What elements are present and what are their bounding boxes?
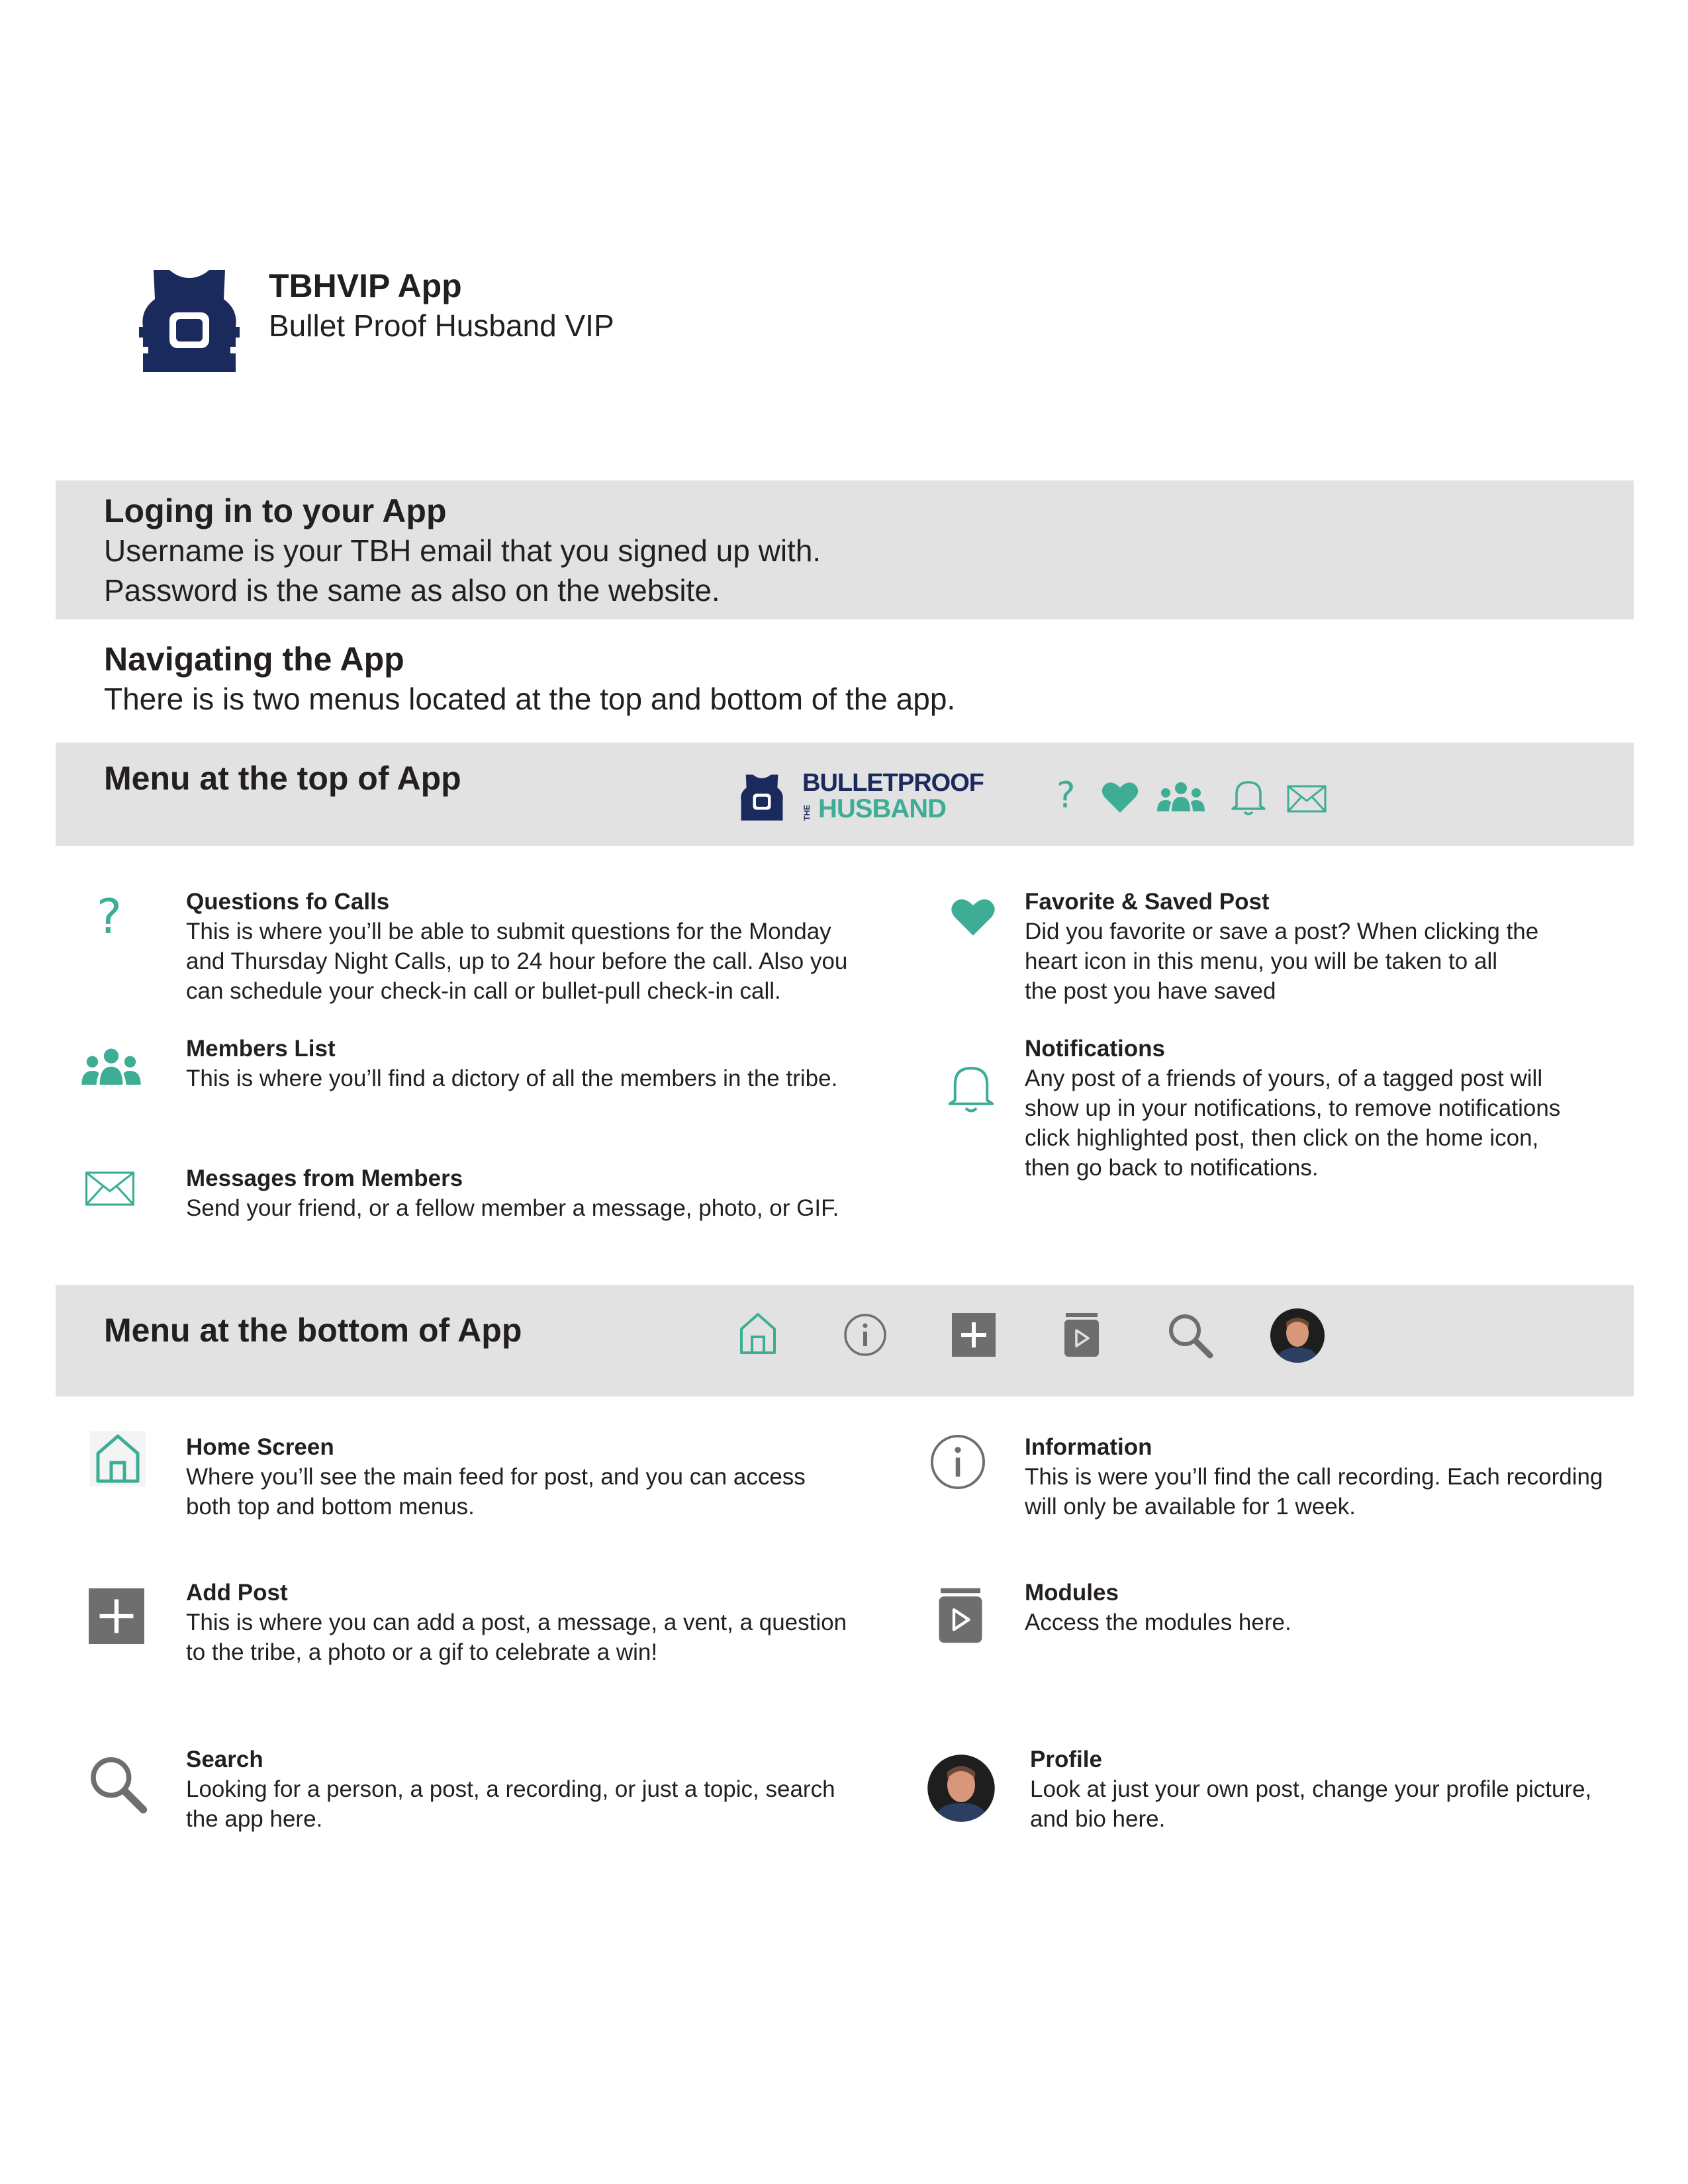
search-text: Looking for a person, a post, a recording, or just a topic, search the app here. xyxy=(186,1776,835,1832)
logo-husband-text: HUSBAND xyxy=(818,794,946,823)
navigating-text: There is is two menus located at the top and bottom of the app. xyxy=(104,682,956,716)
notifications-text: Any post of a friends of yours, of a tagged post will show up in your notifications, to remove notifications click highlighted post, then click on the home icon, then go back to notifications. xyxy=(1025,1066,1561,1181)
profile-text: Look at just your own post, change your profile picture, and bio here. xyxy=(1030,1776,1592,1832)
information-title: Information xyxy=(1025,1434,1152,1460)
home-icon[interactable] xyxy=(737,1312,778,1355)
vest-logo-icon xyxy=(139,263,240,381)
modules-title: Modules xyxy=(1025,1580,1119,1606)
members-icon[interactable] xyxy=(1157,781,1205,814)
notifications-title: Notifications xyxy=(1025,1036,1165,1062)
messages-title: Messages from Members xyxy=(186,1165,463,1191)
svg-text:?: ? xyxy=(97,891,122,940)
members-title: Members List xyxy=(186,1036,336,1062)
app-title: TBHVIP App xyxy=(269,267,462,304)
bell-icon[interactable] xyxy=(1231,778,1266,817)
modules-text: Access the modules here. xyxy=(1025,1610,1291,1635)
login-username-text: Username is your TBH email that you signed up with. xyxy=(104,533,821,568)
favorite-title: Favorite & Saved Post xyxy=(1025,889,1270,915)
question-icon[interactable] xyxy=(1053,776,1083,813)
bulletproof-logo-icon xyxy=(739,772,785,825)
avatar[interactable] xyxy=(1270,1308,1325,1363)
search-icon[interactable] xyxy=(1166,1312,1214,1359)
information-text: This is were you’ll find the call recording. Each recording will only be available for 1 week. xyxy=(1025,1464,1603,1520)
search-title: Search xyxy=(186,1747,263,1772)
logo-bulletproof-text: BULLETPROOF xyxy=(802,769,984,797)
envelope-icon xyxy=(85,1170,135,1207)
svg-text:?: ? xyxy=(1056,776,1076,813)
modules-icon[interactable] xyxy=(1063,1312,1100,1358)
login-title: Loging in to your App xyxy=(104,492,447,529)
home-title: Home Screen xyxy=(186,1434,334,1460)
questions-title: Questions fo Calls xyxy=(186,889,390,915)
messages-text: Send your friend, or a fellow member a message, photo, or GIF. xyxy=(186,1195,839,1221)
heart-icon[interactable] xyxy=(1102,781,1139,814)
add-icon xyxy=(89,1588,144,1644)
top-menu-title: Menu at the top of App xyxy=(104,760,461,797)
members-text: This is where you’ll find a dictory of all the members in the tribe. xyxy=(186,1066,838,1091)
info-icon xyxy=(929,1433,986,1490)
add-post-text: This is where you can add a post, a message, a vent, a question to the tribe, a photo or a gif to celebrate a win! xyxy=(186,1610,847,1665)
questions-text: This is where you’ll be able to submit questions for the Monday and Thursday Night Calls, up to 24 hour before the call. Also you can schedule your check-in call or bullet-pull check-in call. xyxy=(186,919,848,1004)
favorite-text: Did you favorite or save a post? When clicking the heart icon in this menu, you will be taken to all the post you have saved xyxy=(1025,919,1539,1004)
bell-icon xyxy=(948,1063,994,1115)
add-icon[interactable] xyxy=(952,1313,996,1357)
login-password-text: Password is the same as also on the website. xyxy=(104,573,720,608)
logo-the-text: THE xyxy=(802,805,812,821)
question-icon xyxy=(94,891,128,940)
home-icon xyxy=(90,1431,146,1486)
search-icon xyxy=(87,1754,148,1815)
modules-icon xyxy=(937,1586,984,1645)
envelope-icon[interactable] xyxy=(1287,785,1327,813)
home-text: Where you’ll see the main feed for post, and you can access both top and bottom menus. xyxy=(186,1464,806,1520)
info-icon[interactable] xyxy=(843,1313,887,1357)
avatar xyxy=(927,1754,996,1823)
bottom-menu-title: Menu at the bottom of App xyxy=(104,1312,522,1349)
heart-icon xyxy=(951,897,996,937)
navigating-title: Navigating the App xyxy=(104,641,404,678)
add-post-title: Add Post xyxy=(186,1580,288,1606)
members-icon xyxy=(81,1047,142,1088)
app-subtitle: Bullet Proof Husband VIP xyxy=(269,308,614,343)
profile-title: Profile xyxy=(1030,1747,1102,1772)
